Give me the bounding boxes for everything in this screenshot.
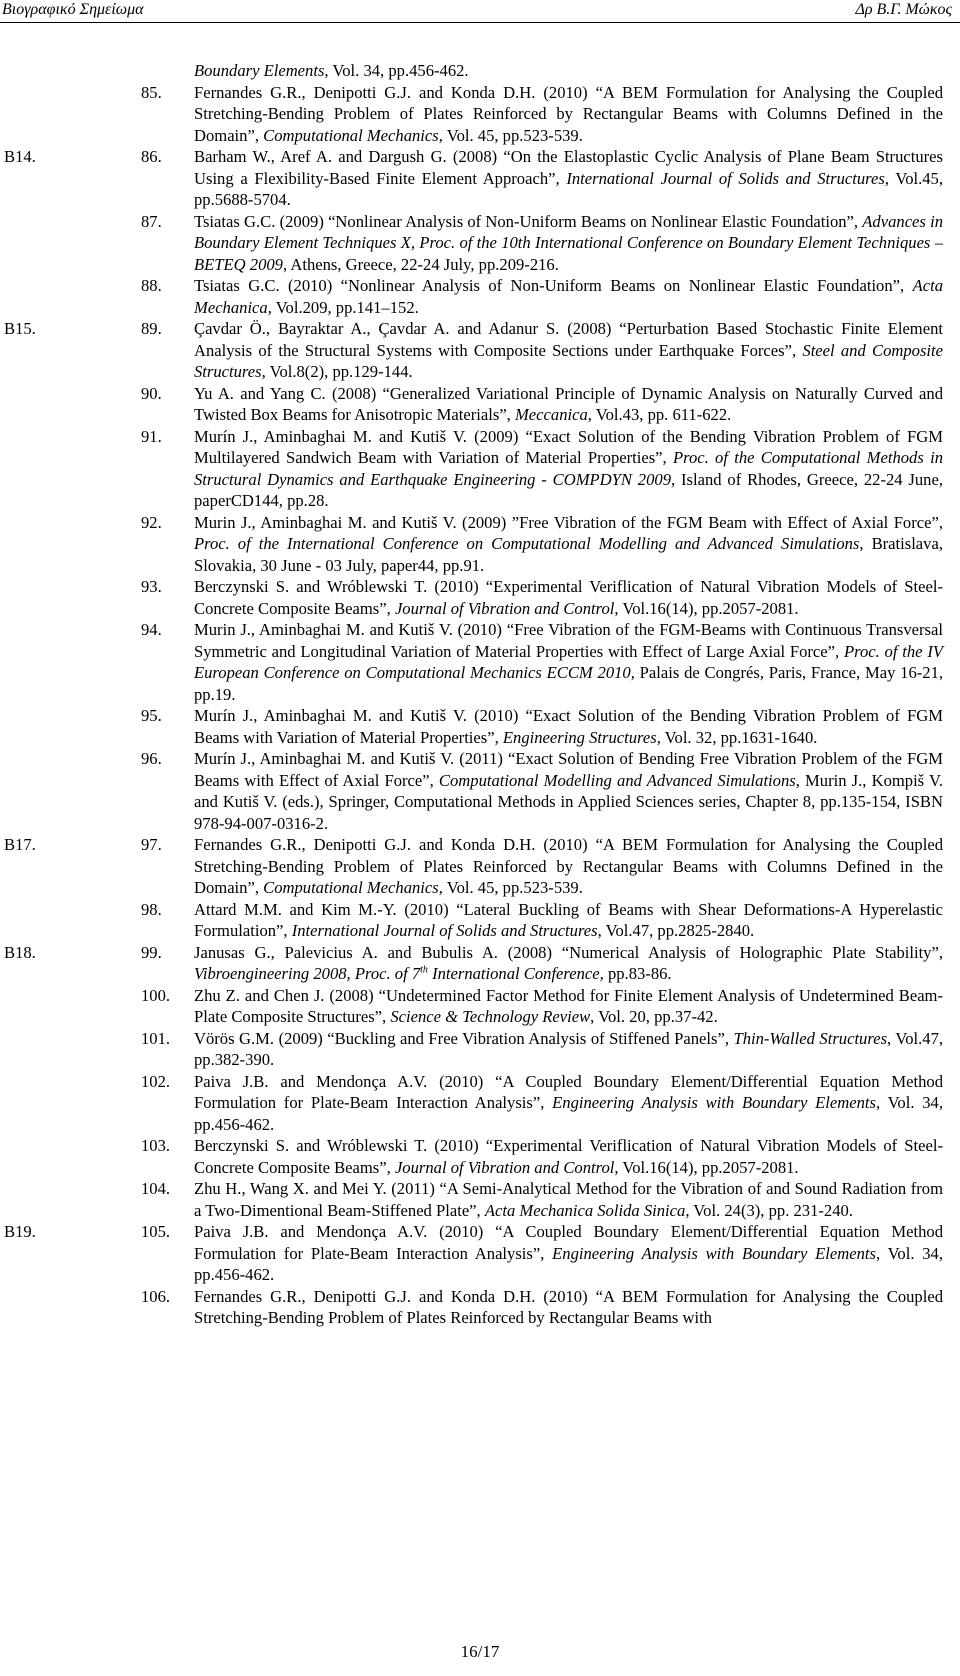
page-header (0, 0, 960, 22)
citation-text: , Vol. 24(3), pp. 231-240. (685, 1200, 853, 1220)
reference-text (194, 942, 943, 985)
reference-list (0, 60, 960, 1329)
reference-number: 97. (141, 835, 162, 854)
citation-text: Janusas G., Palevicius A. and Bubulis A. (2008) “Numerical Analysis of Holographic Plate Stability”, (194, 942, 943, 962)
citation-italic-text: Proc. of the International Conference on Computational Modelling and Advanced Simulations (194, 534, 860, 553)
citation-italic-text: Thin-Walled Structures (733, 1028, 888, 1048)
reference-entry (0, 318, 960, 383)
citation-italic-text: Journal of Vibration and Control (394, 1157, 615, 1177)
citation-text: Fernandes G.R., Denipotti G.J. and Konda D.H. (2010) “A BEM Formulation for Analysing the Coupled Stretching-Bending Problem of Plates Reinforced by Rectangular Beams with Columns Defined in the Domain”, (194, 835, 943, 897)
citation-italic-text: Engineering Analysis with Boundary Elements (552, 1243, 876, 1263)
reference-text (194, 1028, 943, 1071)
reference-number: 106. (141, 1286, 171, 1306)
citation-text: Vörös G.M. (2009) “Buckling and Free Vibration Analysis of Stiffened Panels”, (194, 1028, 734, 1048)
citation-italic-text: Vibroengineering 2008, Proc. of 7 (194, 964, 421, 983)
reference-number: 99. (141, 942, 162, 962)
reference-entry (0, 426, 960, 512)
reference-text (194, 899, 943, 942)
reference-number: 92. (141, 512, 162, 532)
reference-entry (0, 146, 960, 211)
reference-entry (0, 619, 960, 705)
reference-text (194, 1286, 943, 1329)
citation-text: , Island of Rhodes, Greece, 22-24 June, paperCD144, pp.28. (194, 469, 943, 510)
citation-text: , Vol.43, pp. 611-622. (587, 405, 732, 424)
section-label: B19. (4, 1222, 36, 1241)
reference-entry (0, 705, 960, 748)
citation-italic-text: International Journal of Solids and Structures (566, 168, 885, 188)
citation-text: Palais de Congrés, Paris, France, May 16-21, pp.19. (194, 663, 944, 704)
reference-number: 85. (141, 82, 162, 102)
reference-text (194, 834, 943, 899)
reference-text (194, 211, 943, 276)
citation-text: Attard M.M. and Kim M.-Y. (2010) “Lateral Buckling of Beams with Shear Deformations-A Hyperelastic Formulation”, (194, 899, 943, 940)
section-label: B14. (4, 147, 36, 166)
reference-number: 89. (141, 319, 162, 338)
section-label: B17. (4, 835, 36, 854)
reference-entry (0, 82, 960, 147)
reference-entry (0, 211, 960, 276)
section-label: B15. (4, 319, 36, 338)
reference-number: 102. (141, 1071, 171, 1091)
continued-reference (0, 60, 960, 82)
section-label: B18. (4, 942, 36, 962)
reference-number: 90. (141, 383, 162, 403)
reference-entry (0, 275, 960, 318)
citation-italic-text: International Conference, (427, 964, 604, 983)
citation-text: Berczynski S. and Wróblewski T. (2010) “Experimental Veriflication of Natural Vibration Models of Steel-Concrete Composite Beams”, (194, 577, 943, 618)
reference-text (194, 1135, 943, 1178)
reference-number: 104. (141, 1179, 171, 1198)
reference-entry (0, 834, 960, 899)
reference-number: 96. (141, 749, 162, 768)
reference-number: 86. (141, 147, 162, 166)
citation-italic-text: Computational Mechanics (263, 878, 439, 897)
citation-text: Fernandes G.R., Denipotti G.J. and Konda D.H. (2010) “A BEM Formulation for Analysing the Coupled Stretching-Bending Problem of Plates Reinforced by Rectangular Beams with Columns Defined in the Domain”, (194, 82, 943, 145)
reference-number: 105. (141, 1222, 171, 1241)
reference-number: 100. (141, 985, 171, 1005)
reference-text (194, 619, 943, 705)
reference-entry (0, 576, 960, 619)
citation-text: , Vol. 20, pp.37-42. (590, 1007, 718, 1026)
citation-text: Fernandes G.R., Denipotti G.J. and Konda D.H. (2010) “A BEM Formulation for Analysing the Coupled Stretching-Bending Problem of Plates Reinforced by Rectangular Beams with (194, 1286, 943, 1327)
citation-text: Murin J., Aminbaghai M. and Kutiš V. (2010) “Free Vibration of the FGM-Beams with Continuous Transversal Symmetric and Longitudinal Variation of Material Properties with Effect of Large Axial Force”, (194, 620, 943, 661)
citation-italic-text: Advances in Boundary Element Techniques X, Proc. (194, 211, 943, 252)
citation-text: Çavdar Ö., Bayraktar A., Çavdar A. and Adanur S. (2008) “Perturbation Based Stochastic Finite Element Analysis of the Structural Systems with Composite Sections under Earthquake Forces”, (194, 319, 943, 360)
reference-entry (0, 1221, 960, 1286)
reference-text (194, 318, 943, 383)
reference-number: 93. (141, 577, 162, 596)
reference-text (194, 985, 943, 1028)
citation-text: , Vol.16(14), pp.2057-2081. (614, 598, 799, 618)
reference-number: 87. (141, 211, 162, 231)
reference-entry (0, 1071, 960, 1136)
reference-text (194, 146, 943, 211)
reference-text (194, 1178, 943, 1221)
reference-text (194, 748, 943, 834)
reference-text (194, 705, 943, 748)
citation-text: Paiva J.B. and Mendonça A.V. (2010) “A Coupled Boundary Element/Differential Equation Method Formulation for Plate-Beam Interaction Analysis”, (194, 1222, 943, 1263)
reference-number: 98. (141, 899, 162, 919)
citation-italic-text: Acta Mechanica (194, 276, 943, 317)
citation-text: Murin J., Aminbaghai M. and Kutiš V. (2009) ”Free Vibration of the FGM Beam with Effect of Axial Force”, (194, 512, 943, 532)
citation-italic-text: Steel and Composite Structures (194, 340, 944, 381)
citation-italic-text: Boundary Elements (194, 61, 325, 80)
reference-entry (0, 1178, 960, 1221)
citation-italic-text: Meccanica (514, 405, 588, 424)
citation-italic-text: of the 10th International Conference on Boundary Element Techniques – BETEQ 2009 (194, 233, 943, 274)
reference-entry (0, 1135, 960, 1178)
reference-text (194, 275, 943, 318)
citation-text: , Vol. 45, pp.523-539. (438, 878, 583, 897)
reference-text (194, 426, 943, 512)
reference-text (194, 82, 943, 147)
citation-text: Murín J., Aminbaghai M. and Kutiš V. (2010) “Exact Solution of the Bending Vibration Problem of FGM Beams with Variation of Material Properties”, (194, 706, 943, 747)
citation-text: Tsiatas G.C. (2010) “Nonlinear Analysis of Non-Uniform Beams on Nonlinear Elastic Foundation”, (194, 276, 913, 295)
reference-text (194, 512, 943, 577)
citation-text: , Vol.47, pp.382-390. (194, 1028, 944, 1069)
citation-text: , Vol.16(14), pp.2057-2081. (614, 1157, 799, 1177)
citation-italic-text: Engineering Analysis with Boundary Elements (552, 1093, 876, 1112)
header-right-author: Δρ Β.Γ. Μώκος (855, 1, 952, 18)
citation-text: , Vol. 34, pp.456-462. (194, 1243, 943, 1284)
reference-entry (0, 1028, 960, 1071)
citation-italic-text: Computational Modelling and Advanced Simulations (438, 770, 796, 790)
reference-entry (0, 899, 960, 942)
citation-text: , Vol.209, pp.141–152. (267, 297, 419, 317)
reference-number: 91. (141, 426, 162, 446)
citation-text: , Vol.47, pp.2825-2840. (597, 921, 755, 940)
citation-text: Paiva J.B. and Mendonça A.V. (2010) “A Coupled Boundary Element/Differential Equation Method Formulation for Plate-Beam Interaction Analysis”, (194, 1071, 943, 1112)
citation-italic-text: Journal of Vibration and Control (394, 598, 615, 618)
citation-text: , Vol. 45, pp.523-539. (438, 125, 583, 145)
reference-entry (0, 748, 960, 834)
citation-text: Zhu Z. and Chen J. (2008) “Undetermined Factor Method for Finite Element Analysis of Undetermined Beam-Plate Composite Structures”, (194, 985, 943, 1026)
citation-italic-text: Proc. of the IV European Conference on Computational Mechanics ECCM 2010, (194, 641, 944, 682)
citation-italic-text: Acta Mechanica Solida Sinica (484, 1200, 686, 1220)
reference-entry (0, 1286, 960, 1329)
reference-number: 88. (141, 276, 162, 295)
citation-italic-text: th (420, 964, 428, 976)
citation-text: , Bratislava, Slovakia, 30 June - 03 July, paper44, pp.91. (194, 534, 943, 575)
citation-italic-text: Proc. of the Computational Methods in Structural Dynamics and Earthquake Engineering - COMPDYN 2009 (194, 448, 943, 489)
reference-number: 103. (141, 1136, 171, 1155)
citation-italic-text: Computational Mechanics (263, 125, 439, 145)
citation-text: Tsiatas G.C. (2009) “Nonlinear Analysis of Non-Uniform Beams on Nonlinear Elastic Foundation”, (194, 211, 863, 231)
citation-text: , Athens, Greece, 22-24 July, pp.209-216. (282, 254, 559, 274)
reference-text (194, 1221, 943, 1286)
citation-text: , Murin J., Kompiš V. and Kutiš V. (eds.), Springer, Computational Methods in Applied Sciences series, Chapter 8, pp.135-154, ISBN 978-94-007-0316-2. (194, 770, 943, 833)
citation-italic-text: International Journal of Solids and Structures (291, 921, 598, 940)
reference-number: 95. (141, 706, 162, 725)
reference-entry (0, 383, 960, 426)
citation-italic-text: Science & Technology Review (390, 1007, 591, 1026)
reference-text (194, 576, 943, 619)
reference-text (194, 383, 943, 426)
citation-text: Berczynski S. and Wróblewski T. (2010) “Experimental Veriflication of Natural Vibration Models of Steel-Concrete Composite Beams”, (194, 1136, 943, 1177)
citation-text: Barham W., Aref A. and Dargush G. (2008) “On the Elastoplastic Cyclic Analysis of Plane Beam Structures Using a Flexibility-Based Finite Element Approach”, (194, 147, 943, 188)
reference-entry (0, 512, 960, 577)
citation-text: Zhu H., Wang X. and Mei Y. (2011) “A Semi-Analytical Method for the Vibration of and Sound Radiation from a Two-Dimentional Beam-Stiffened Plate”, (194, 1179, 943, 1220)
header-rule (0, 22, 960, 23)
citation-text: , Vol. 34, pp.456-462. (194, 1093, 943, 1134)
citation-text: pp.83-86. (603, 964, 672, 983)
reference-number: 101. (141, 1028, 171, 1048)
page-number: 16/17 (460, 1642, 500, 1661)
citation-text: Yu A. and Yang C. (2008) “Generalized Variational Principle of Dynamic Analysis on Naturally Curved and Twisted Box Beams for Anisotropic Materials”, (194, 383, 943, 424)
reference-entry (0, 942, 960, 985)
reference-entry (0, 985, 960, 1028)
header-left-title: Βιογραφικό Σημείωμα (2, 1, 144, 18)
reference-text (194, 1071, 943, 1136)
citation-text: , Vol. 32, pp.1631-1640. (656, 727, 818, 747)
citation-text: , Vol.45, pp.5688-5704. (194, 168, 943, 209)
citation-text: , Vol. 34, pp.456-462. (324, 61, 469, 80)
citation-text: Murín J., Aminbaghai M. and Kutiš V. (2009) “Exact Solution of the Bending Vibration Problem of FGM Multilayered Sandwich Beam with Variation of Material Properties”, (194, 426, 943, 467)
citation-text: , Vol.8(2), pp.129-144. (261, 362, 413, 381)
citation-text: Murín J., Aminbaghai M. and Kutiš V. (2011) “Exact Solution of Bending Free Vibration Problem of the FGM Beams with Effect of Axial Force”, (194, 749, 943, 790)
reference-number: 94. (141, 620, 162, 639)
citation-italic-text: Engineering Structures (502, 727, 657, 747)
